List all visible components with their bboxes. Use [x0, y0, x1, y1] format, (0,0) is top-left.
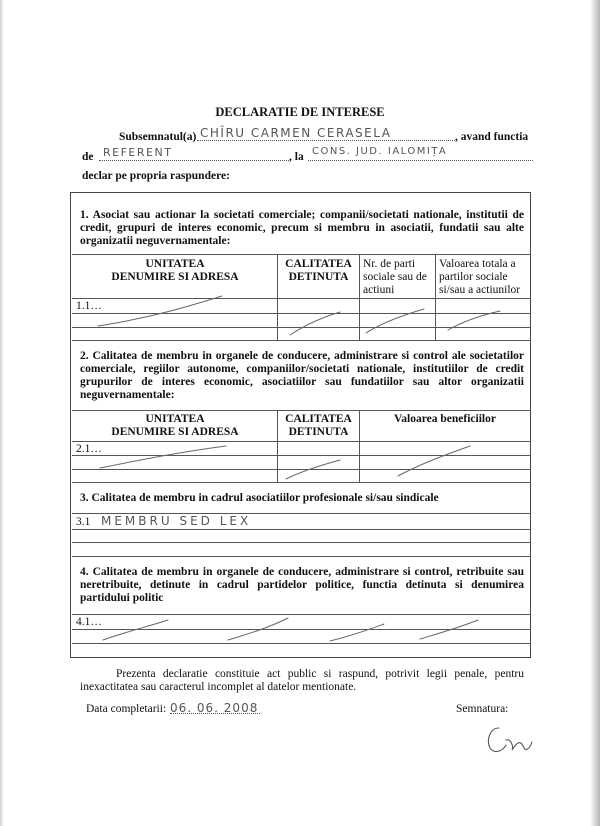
name-handwritten: CHÎRU CARMEN CERASELA — [200, 126, 392, 140]
s4-row-label: 4.1… — [76, 616, 102, 628]
s3-row-label: 3.1 — [76, 516, 91, 528]
institution-handwritten: CONS. JUD. IALOMIȚA — [312, 146, 448, 157]
date-label: Data completarii: — [86, 703, 167, 715]
s2-col-unitatea: UNITATEA DENUMIRE SI ADRESA — [111, 413, 239, 438]
s1-col-valoarea: Valoarea totala a partilor sociale si/sau a actiunilor — [439, 258, 521, 296]
strike-stroke — [286, 460, 340, 479]
strike-stroke — [103, 620, 168, 640]
section3-heading: 3. Calitatea de membru in cadrul asociatiilor profesionale si/sau sindicale — [80, 492, 439, 504]
de-label: de — [82, 151, 94, 163]
closing-statement: Prezenta declaratie constituie act public si raspund, potrivit legii penale, pentru inexactitatea sau caracterul incomplet al datelor mentionate. — [80, 668, 524, 693]
strike-stroke — [420, 620, 478, 639]
section2-heading: 2. Calitatea de membru in organele de conducere, administrare si control ale societatilor comerciale, regiilor autonome, companiilor/societati nationale, institutiilor de credit grupurilor de interes economic, asociatiilor sau fundatiilor sau altor organizatii neguvernamentale: — [80, 350, 524, 401]
s1-col-unitatea: UNITATEA DENUMIRE SI ADRESA — [111, 258, 239, 283]
section4-heading: 4. Calitatea de membru in organele de conducere, administrare si control, retribuite sau neretribuite, detinute in cadrul partidelor politice, functia detinuta si denumirea partidului politic — [80, 566, 524, 604]
subsemnatul-label: Subsemnatul(a) — [119, 131, 197, 143]
declar-text: declar pe propria raspundere: — [82, 170, 230, 182]
strike-stroke — [448, 311, 500, 330]
s1-row-label: 1.1… — [76, 300, 102, 312]
function-label: , avand functia — [455, 131, 529, 143]
la-label: , la — [289, 151, 304, 163]
s2-col-valoarea: Valoarea beneficiilor — [394, 413, 496, 425]
signature-label: Semnatura: — [456, 703, 509, 715]
strike-stroke — [228, 618, 288, 640]
strike-stroke — [98, 296, 222, 326]
strike-stroke — [290, 312, 340, 335]
strike-stroke — [100, 446, 226, 468]
signature-mark — [488, 728, 532, 752]
document-title: DECLARATIE DE INTERESE — [215, 105, 385, 119]
strike-stroke — [330, 624, 384, 641]
s3-row-handwritten: MEMBRU SED LEX — [101, 514, 252, 528]
s1-col-nr-parti: Nr. de parti sociale sau de actiuni — [363, 258, 427, 296]
function-handwritten: REFERENT — [103, 146, 173, 159]
s2-row-label: 2.1… — [76, 443, 102, 455]
s2-col-calitatea: CALITATEA DETINUTA — [285, 413, 352, 438]
s1-col-calitatea: CALITATEA DETINUTA — [285, 258, 352, 283]
strike-stroke — [366, 309, 424, 333]
date-handwritten: 06. 06. 2008 — [170, 701, 259, 715]
strike-stroke — [398, 446, 470, 476]
section1-heading: 1. Asociat sau actionar la societati comerciale; companii/societati nationale, institutii de credit, grupuri de interes economic, precum si membru in asociatii, fundatii sau alte organizatii neguvernamentale: — [80, 209, 524, 247]
